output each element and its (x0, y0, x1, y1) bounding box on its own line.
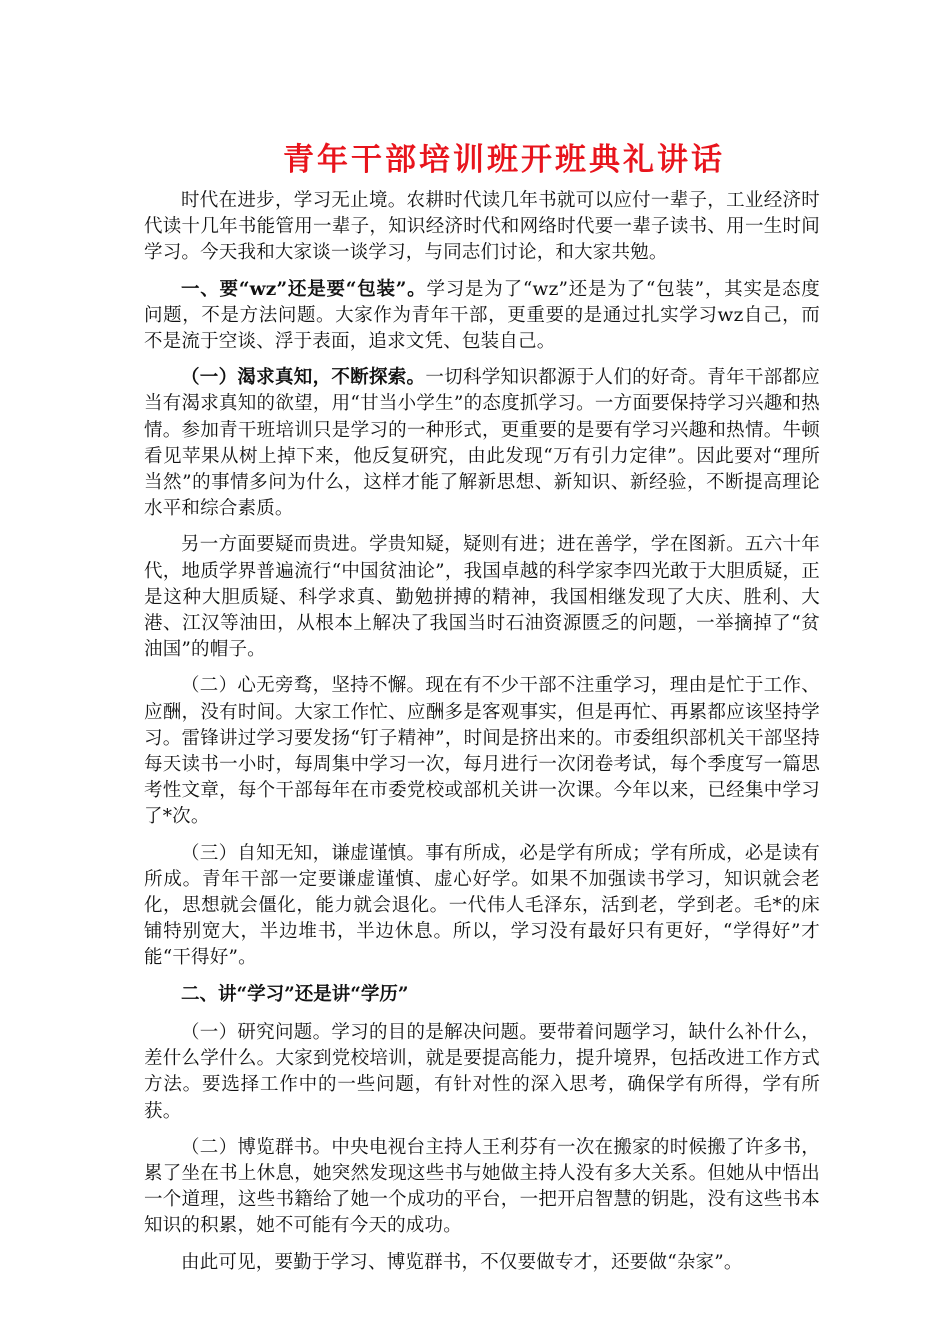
paragraph-sub-1-2 (144, 673, 820, 830)
paragraph-text: （一）研究问题。学习的目的是解决问题。要带着问题学习，缺什么补什么，差什么学什么。大家到党校培训，就是要提高能力，提升境界，包括改进工作方式方法。要选择工作中的一些问题，有针对性的深入思考，确保学有所得，学有所获。 (144, 1021, 820, 1122)
paragraph-intro (144, 188, 820, 267)
paragraph-conclusion (144, 1250, 820, 1276)
paragraph-sub-2-2 (144, 1135, 820, 1240)
subheading-1-1: （一）渴求真知，不断探索。 (181, 367, 426, 389)
paragraph-text: 学习是为了“wz”还是为了“包装”，其实是态度问题，不是方法问题。大家作为青年干部，更重要的是通过扎实学习wz自己，而不是流于空谈、浮于表面，追求文凭、包装自己。 (144, 278, 821, 353)
document-page (144, 140, 820, 1286)
paragraph-sub-1-3 (144, 841, 820, 972)
paragraph-text: 一切科学知识都源于人们的好奇。青年干部都应当有渴求真知的欲望，用“甘当小学生”的态度抓学习。一方面要保持学习兴趣和热情。参加青干班培训只是学习的一种形式，更重要的是要有学习兴趣和热情。牛顿看见苹果从树上掉下来，他反复研究，由此发现“万有引力定律”。因此要对“理所当然”的事情多问为什么，这样才能了解新思想、新知识、新经验，不断提高理论水平和综合素质。 (144, 367, 820, 520)
section-heading-1: 一、要“wz”还是要“包装”。 (181, 278, 427, 300)
section-heading-2-text: 二、讲“学习”还是讲“学历” (181, 983, 409, 1005)
paragraph-text: 另一方面要疑而贵进。学贵知疑，疑则有进；进在善学，学在图新。五六十年代，地质学界普遍流行“中国贫油论”，我国卓越的科学家李四光敢于大胆质疑，正是这种大胆质疑、科学求真、勤勉拼搏的精神，我国相继发现了大庆、胜利、大港、江汉等油田，从根本上解决了我国当时石油资源匮乏的问题，一举摘掉了“贫油国”的帽子。 (144, 534, 820, 661)
paragraph-sub-1-1 (144, 365, 820, 522)
paragraph-text: 时代在进步，学习无止境。农耕时代读几年书就可以应付一辈子，工业经济时代读十几年书能管用一辈子，知识经济时代和网络时代要一辈子读书、用一生时间学习。今天我和大家谈一谈学习，与同志们讨论，和大家共勉。 (144, 190, 820, 264)
paragraph-text: （二）博览群书。中央电视台主持人王利芬有一次在搬家的时候搬了许多书，累了坐在书上休息，她突然发现这些书与她做主持人没有多大关系。但她从中悟出一个道理，这些书籍给了她一个成功的平台，一把开启智慧的钥匙，没有这些书本知识的积累，她不可能有今天的成功。 (144, 1136, 820, 1237)
paragraph-text: （三）自知无知，谦虚谨慎。事有所成，必是学有所成；学有所成，必是读有所成。青年干部一定要谦虚谨慎、虚心好学。如果不加强读书学习，知识就会老化，思想就会僵化，能力就会退化。一代伟人毛泽东，活到老，学到老。毛*的床铺特别宽大，半边堆书，半边休息。所以，学习没有最好只有更好，“学得好”才能“干得好”。 (144, 842, 820, 969)
paragraph-text: （二）心无旁骛，坚持不懈。现在有不少干部不注重学习，理由是忙于工作、应酬，没有时间。大家工作忙、应酬多是客观事实，但是再忙、再累都应该坚持学习。雷锋讲过学习要发扬“钉子精神”，时间是挤出来的。市委组织部机关干部坚持每天读书一小时，每周集中学习一次，每月进行一次闭卷考试，每个季度写一篇思考性文章，每个干部每年在市委党校或部机关讲一次课。今年以来，已经集中学习了*次。 (144, 675, 820, 828)
paragraph-li-siguang (144, 532, 820, 663)
section-heading-2 (144, 982, 820, 1008)
paragraph-text: 由此可见，要勤于学习、博览群书，不仅要做专才，还要做“杂家”。 (181, 1251, 743, 1273)
paragraph-sub-2-1 (144, 1020, 820, 1125)
document-title: 青年干部培训班开班典礼讲话 (283, 142, 725, 178)
paragraph-section-1 (144, 277, 820, 356)
